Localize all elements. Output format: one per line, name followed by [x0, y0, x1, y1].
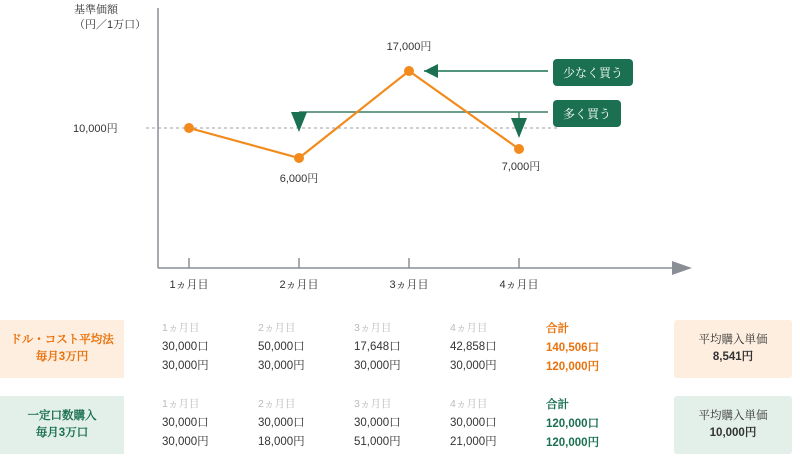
- data-point-2: [294, 153, 304, 163]
- cell-group: [258, 320, 354, 378]
- row-label-fixed: [0, 396, 124, 454]
- table-row-fixed-units: [0, 396, 800, 454]
- annotation-arrow-2a: [291, 112, 307, 132]
- table-row-dca: [0, 320, 800, 378]
- y-axis-title-line1: 基準価額: [74, 4, 118, 16]
- column-header: 2ヵ月目: [258, 322, 296, 334]
- avg-price-box-fixed: [674, 396, 792, 454]
- units-value: 30,000口: [162, 341, 209, 353]
- data-point-label-3: 17,000円: [386, 41, 432, 53]
- column-header-total: 合計: [546, 399, 569, 411]
- data-point-1: [184, 123, 194, 133]
- annotation-buy-less: 少なく買う: [553, 59, 633, 86]
- avg-price-value: 8,541円: [712, 351, 754, 363]
- row-label-dca: [0, 320, 124, 378]
- annotation-buy-more: 多く買う: [553, 100, 621, 127]
- row-dca-columns: [124, 320, 674, 378]
- units-value: 30,000口: [162, 417, 209, 429]
- units-value: 50,000口: [258, 341, 305, 353]
- row-label-dca-line2: 毎月3万円: [35, 351, 89, 363]
- x-tick-label-1: 1ヵ月目: [169, 279, 209, 291]
- cell-group-total: [546, 396, 642, 454]
- cell-group: [162, 396, 258, 454]
- column-header: 2ヵ月目: [258, 398, 296, 410]
- x-tick-label-4: 4ヵ月目: [499, 279, 539, 291]
- row-label-fixed-line2: 毎月3万口: [35, 427, 89, 439]
- x-axis-arrow: [672, 261, 692, 275]
- column-header: 4ヵ月目: [450, 398, 488, 410]
- cell-group: [258, 396, 354, 454]
- row-label-fixed-line1: 一定口数購入: [27, 410, 97, 423]
- cell-group: [450, 320, 546, 378]
- y-tick-label-10000: 10,000円: [73, 123, 118, 135]
- price-line: [189, 71, 519, 158]
- avg-price-box-dca: [674, 320, 792, 378]
- column-header: 3ヵ月目: [354, 398, 392, 410]
- units-value: 17,648口: [354, 341, 401, 353]
- column-header: 3ヵ月目: [354, 322, 392, 334]
- cell-group: [450, 396, 546, 454]
- data-point-3: [404, 66, 414, 76]
- cell-group: [354, 320, 450, 378]
- amount-value: 30,000円: [354, 360, 401, 372]
- amount-value: 30,000円: [162, 360, 209, 372]
- amount-value: 30,000円: [162, 436, 209, 448]
- row-label-dca-line1: ドル・コスト平均法: [10, 334, 114, 347]
- column-header: 4ヵ月目: [450, 322, 488, 334]
- amount-value: 30,000円: [450, 360, 497, 372]
- amount-value: 51,000円: [354, 436, 401, 448]
- data-point-4: [514, 144, 524, 154]
- column-header: 1ヵ月目: [162, 322, 200, 334]
- y-axis-title-line2: （円／1万口）: [74, 19, 147, 31]
- x-tick-label-2: 2ヵ月目: [279, 279, 319, 291]
- avg-price-title: 平均購入単価: [698, 409, 768, 422]
- amount-value: 21,000円: [450, 436, 497, 448]
- amount-total: 120,000円: [546, 361, 600, 373]
- cell-group: [162, 320, 258, 378]
- units-total: 140,506口: [546, 342, 600, 354]
- cell-group-total: [546, 320, 642, 378]
- units-total: 120,000口: [546, 418, 600, 430]
- avg-price-value: 10,000円: [709, 427, 757, 439]
- amount-value: 30,000円: [258, 360, 305, 372]
- column-header-total: 合計: [546, 323, 569, 335]
- x-tick-label-3: 3ヵ月目: [389, 279, 429, 291]
- amount-total: 120,000円: [546, 437, 600, 449]
- row-fixed-columns: [124, 396, 674, 454]
- data-point-label-4: 7,000円: [501, 161, 541, 173]
- units-value: 42,858口: [450, 341, 497, 353]
- column-header: 1ヵ月目: [162, 398, 200, 410]
- units-value: 30,000口: [354, 417, 401, 429]
- units-value: 30,000口: [450, 417, 497, 429]
- amount-value: 18,000円: [258, 436, 305, 448]
- cell-group: [354, 396, 450, 454]
- annotation-arrow-1: [424, 64, 438, 78]
- units-value: 30,000口: [258, 417, 305, 429]
- avg-price-title: 平均購入単価: [698, 333, 768, 346]
- data-point-label-2: 6,000円: [279, 173, 319, 185]
